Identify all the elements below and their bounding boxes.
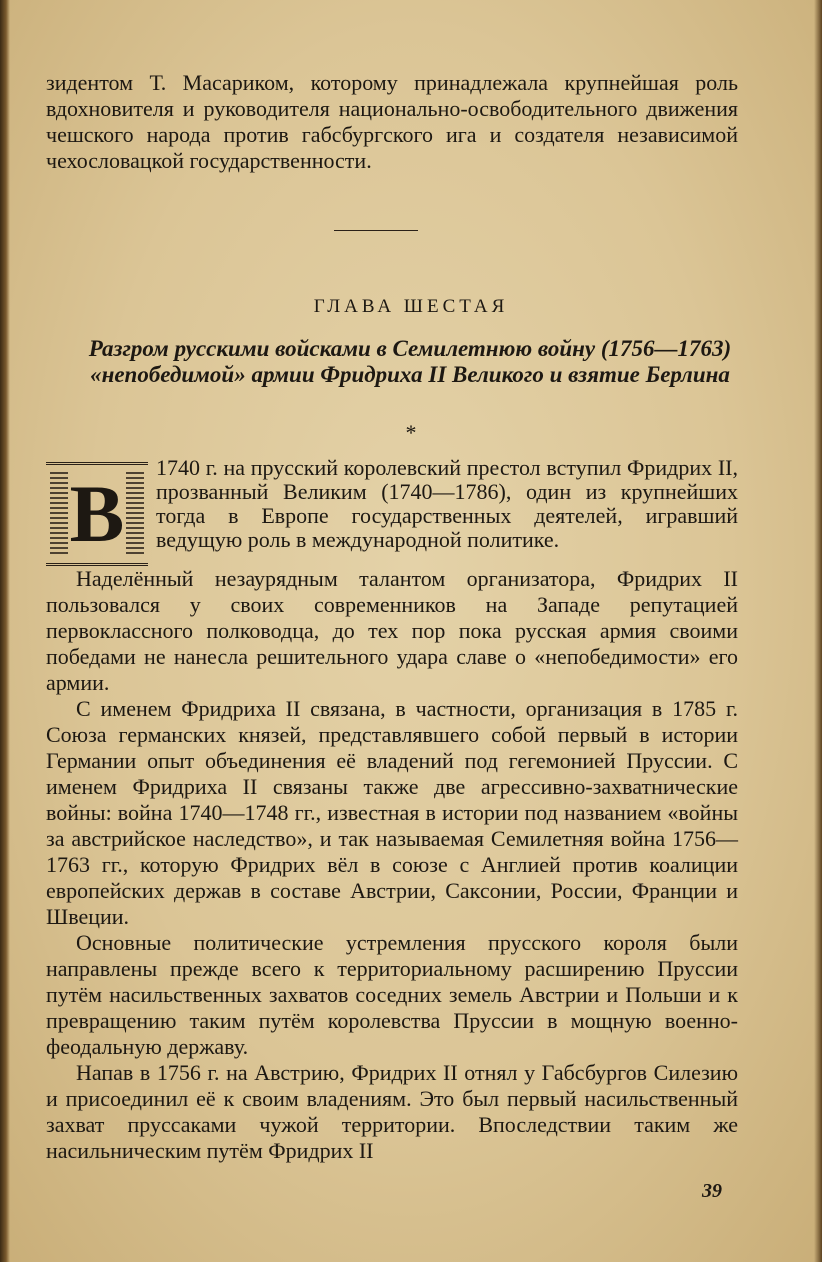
drop-cap-ornament-right (126, 472, 144, 556)
drop-cap-letter: В (69, 468, 125, 559)
paragraph: Напав в 1756 г. на Австрию, Фридрих II отнял у Габсбургов Силезию и присоединил её к своим владениям. Это был первый насильственный захват пруссаками чужой территории. Впоследствии таким же насильническим путём Фридрих II (46, 1060, 738, 1163)
drop-cap (46, 462, 148, 566)
page-right-edge (814, 0, 822, 1262)
intro-paragraph: зидентом Т. Масариком, которому принадлежала крупнейшая роль вдохновителя и руководителя национально-освободительного движения чешского народа против габсбургского ига и создателя независимой чехословацкой государственности. (46, 70, 738, 173)
paragraph: С именем Фридриха II связана, в частности, организация в 1785 г. Союза германских князей, представлявшего собой первый в истории Германии опыт объединения её владений под гегемонией Пруссии. С именем Фридриха II связаны также две агрессивно-захватнические войны: война 1740—1748 гг., известная в истории под названием «войны за австрийское наследство», и так называемая Семилетняя война 1756—1763 гг., которую Фридрих вёл в союзе с Англией против коалиции европейских держав в составе Австрии, Саксонии, России, Франции и Швеции. (46, 696, 738, 929)
page-number: 39 (702, 1180, 722, 1202)
page-left-edge (0, 0, 10, 1262)
intro-text (46, 70, 738, 174)
drop-cap-ornament-left (50, 472, 68, 556)
chapter-title: Разгром русскими войсками в Семилетнюю войну (1756—1763) «непобедимой» армии Фридриха II Великого и взятие Берлина (88, 336, 732, 387)
opening-paragraph: 1740 г. на прусский королевский престол вступил Фридрих II, прозванный Великим (1740—1786), один из крупнейших тогда в Европе государственных деятелей, игравший ведущую роль в международной политике. (156, 455, 738, 552)
section-divider (334, 230, 418, 231)
chapter-body (46, 456, 738, 1164)
paragraph: Основные политические устремления прусского короля были направлены прежде всего к территориальному расширению Пруссии путём насильственных захватов соседних земель Австрии и Польши и к превращению таким путём королевства Пруссии в мощную военно-феодальную державу. (46, 930, 738, 1059)
paragraph: Наделённый незаурядным талантом организатора, Фридрих II пользовался у своих современников на Западе репутацией первоклассного полководца, до тех пор пока русская армия своими победами не нанесла решительного удара славе о «непобедимости» его армии. (46, 566, 738, 695)
chapter-separator: * (405, 420, 417, 445)
chapter-heading: ГЛАВА ШЕСТАЯ (313, 296, 509, 317)
